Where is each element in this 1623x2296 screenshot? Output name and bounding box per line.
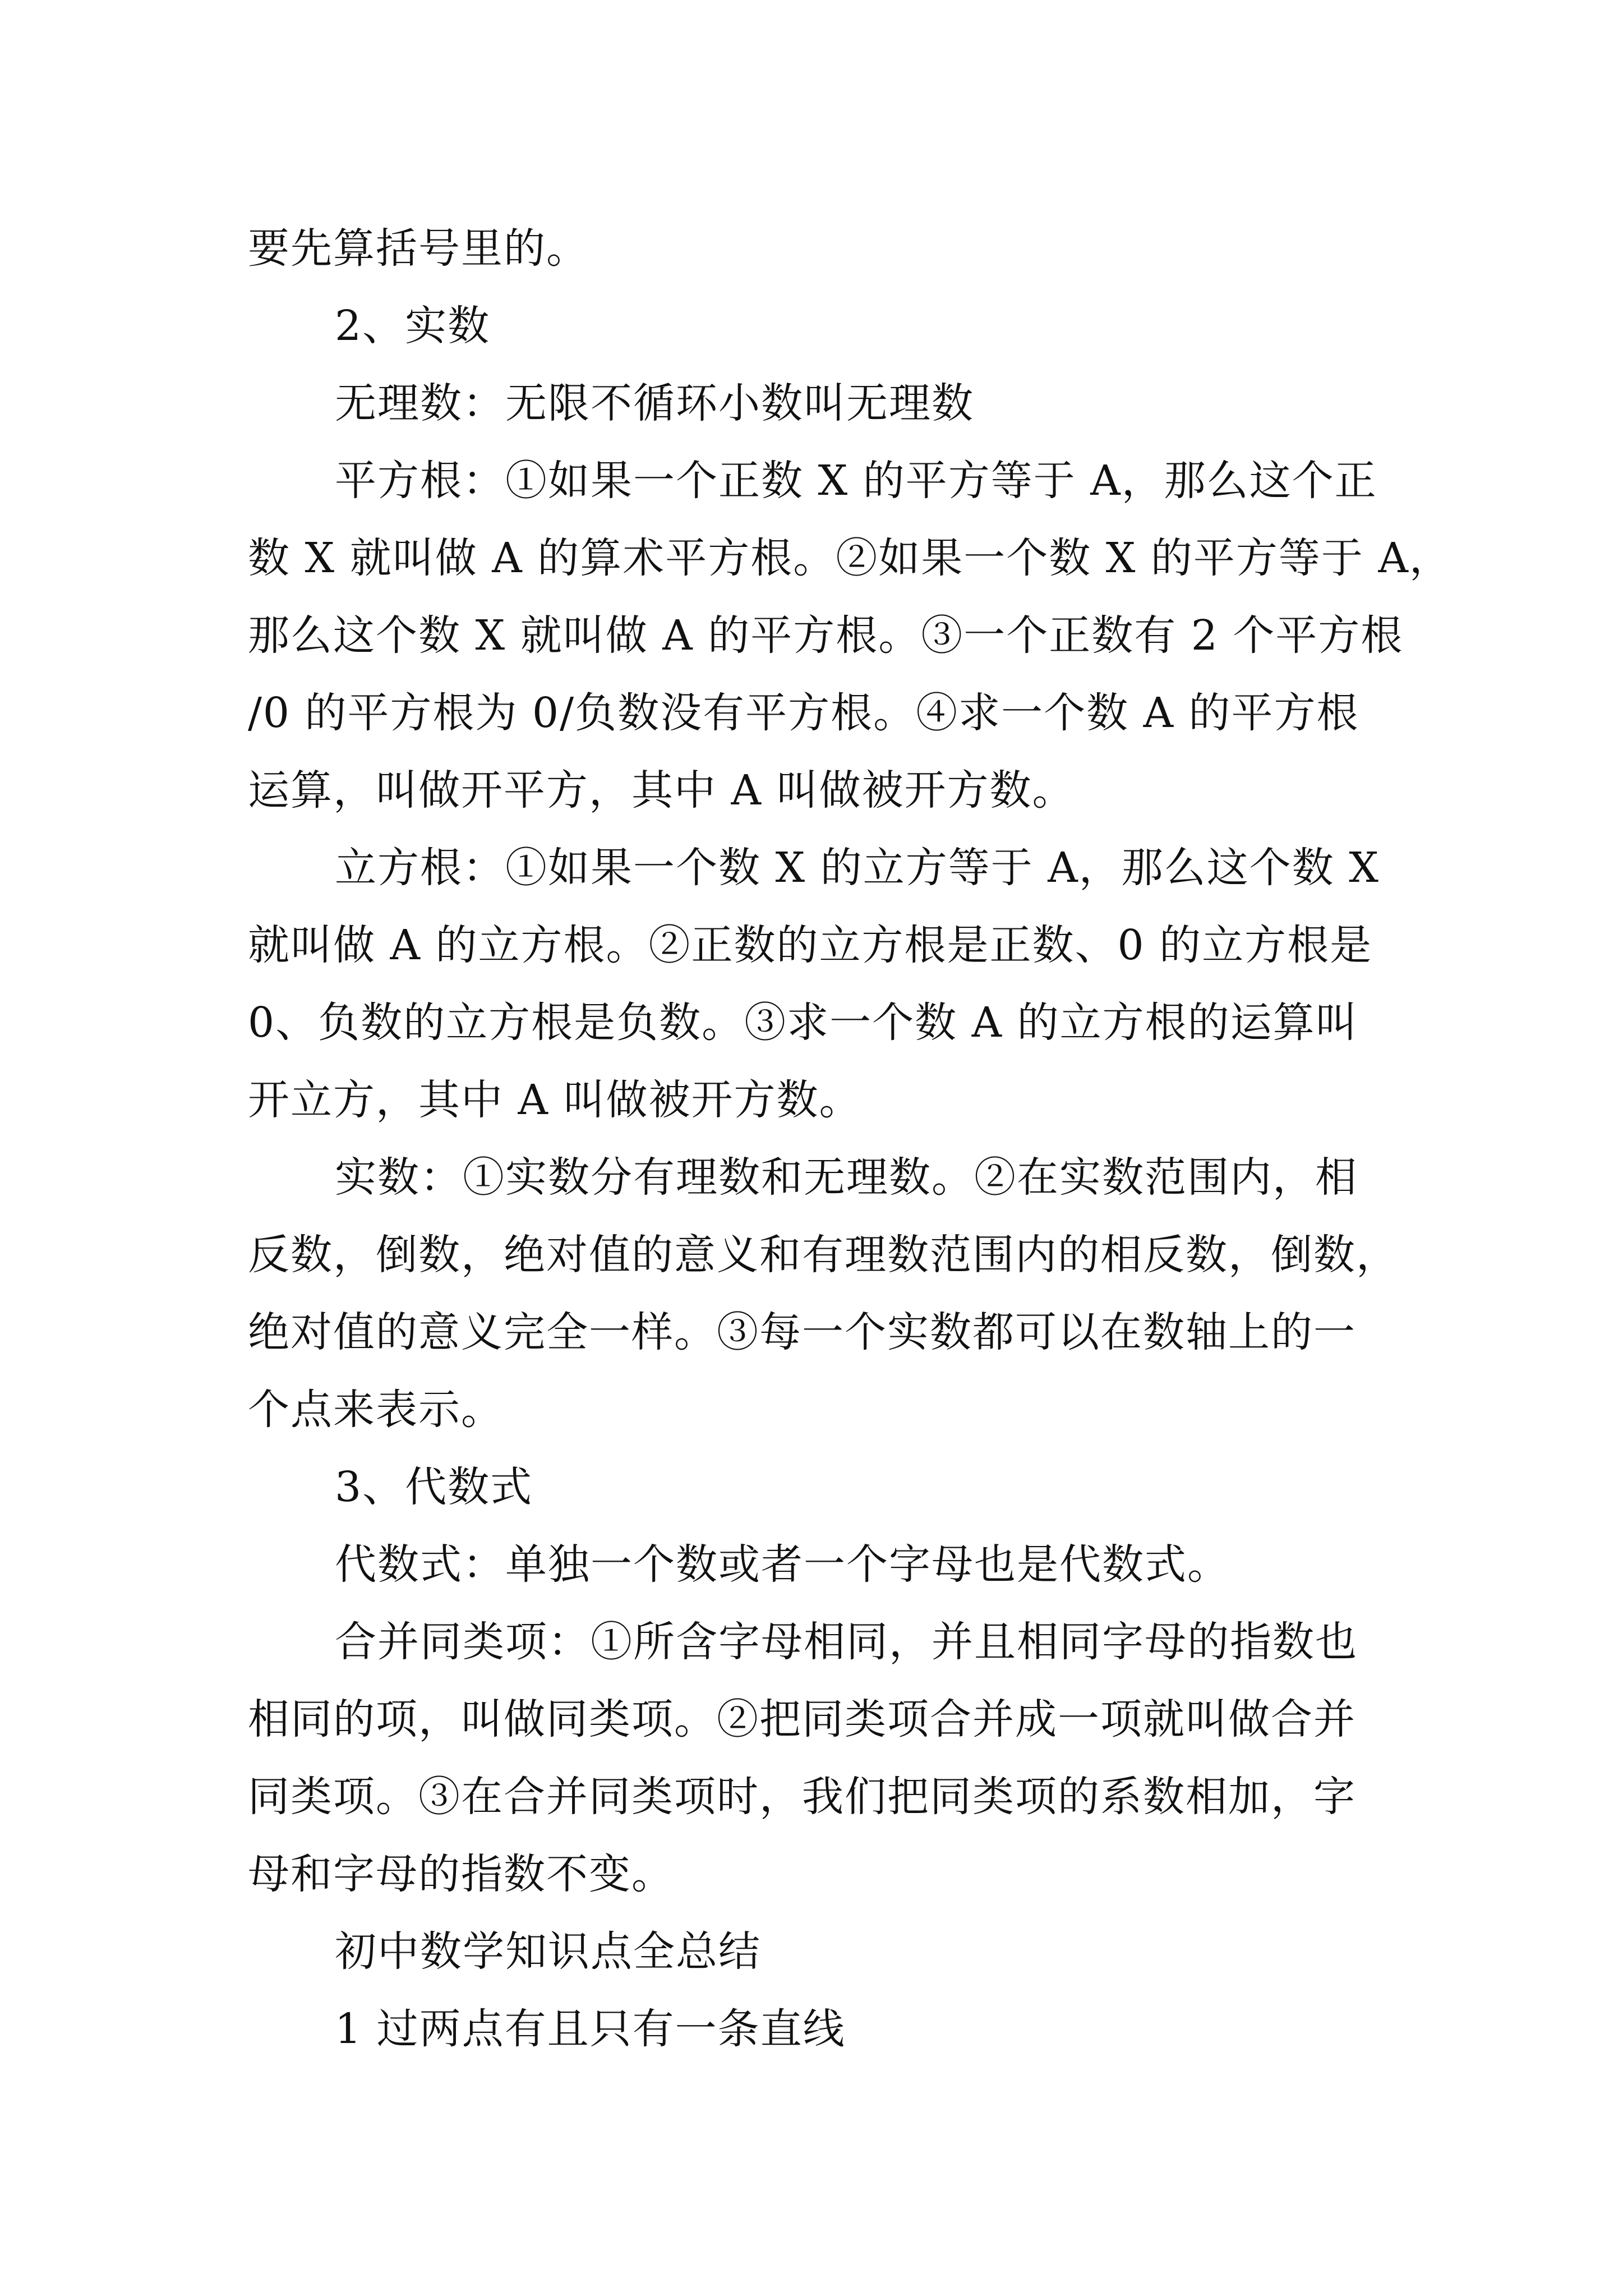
section-heading-algebraic-expressions: 3、代数式 [335,1463,533,1511]
text-line: 0、负数的立方根是负数。③求一个数 A 的立方根的运算叫 [248,999,1358,1047]
document-body [248,210,1452,2068]
text-line: 开立方，其中 A 叫做被开方数。 [248,1076,862,1124]
text-line: 无理数：无限不循环小数叫无理数 [335,379,974,427]
text-line: 立方根：①如果一个数 X 的立方等于 A，那么这个数 X [335,844,1380,892]
text-line: 数 X 就叫做 A 的算术平方根。②如果一个数 X 的平方等于 A， [248,534,1452,582]
text-line: 1 过两点有且只有一条直线 [335,2005,846,2053]
text-line: 个点来表示。 [248,1386,504,1434]
text-line: 母和字母的指数不变。 [248,1850,674,1898]
text-line: 要先算括号里的。 [248,224,589,273]
text-line: 代数式：单独一个数或者一个字母也是代数式。 [335,1540,1230,1589]
text-line: 同类项。③在合并同类项时，我们把同类项的系数相加，字 [248,1773,1356,1821]
text-line: 平方根：①如果一个正数 X 的平方等于 A，那么这个正 [335,457,1377,505]
text-line: 实数：①实数分有理数和无理数。②在实数范围内，相 [335,1153,1358,1202]
section-heading-summary: 初中数学知识点全总结 [335,1927,761,1976]
text-line: 合并同类项：①所含字母相同，并且相同字母的指数也 [335,1618,1358,1666]
text-line: 反数，倒数，绝对值的意义和有理数范围内的相反数，倒数， [248,1231,1399,1279]
text-line: 相同的项，叫做同类项。②把同类项合并成一项就叫做合并 [248,1695,1356,1743]
text-line: 运算，叫做开平方，其中 A 叫做被开方数。 [248,766,1075,815]
section-heading-real-numbers: 2、实数 [335,302,491,350]
text-line: /0 的平方根为 0/负数没有平方根。④求一个数 A 的平方根 [248,689,1359,737]
text-line: 那么这个数 X 就叫做 A 的平方根。③一个正数有 2 个平方根 [248,611,1404,660]
text-line: 就叫做 A 的立方根。②正数的立方根是正数、0 的立方根是 [248,921,1373,969]
text-line: 绝对值的意义完全一样。③每一个实数都可以在数轴上的一 [248,1308,1356,1356]
